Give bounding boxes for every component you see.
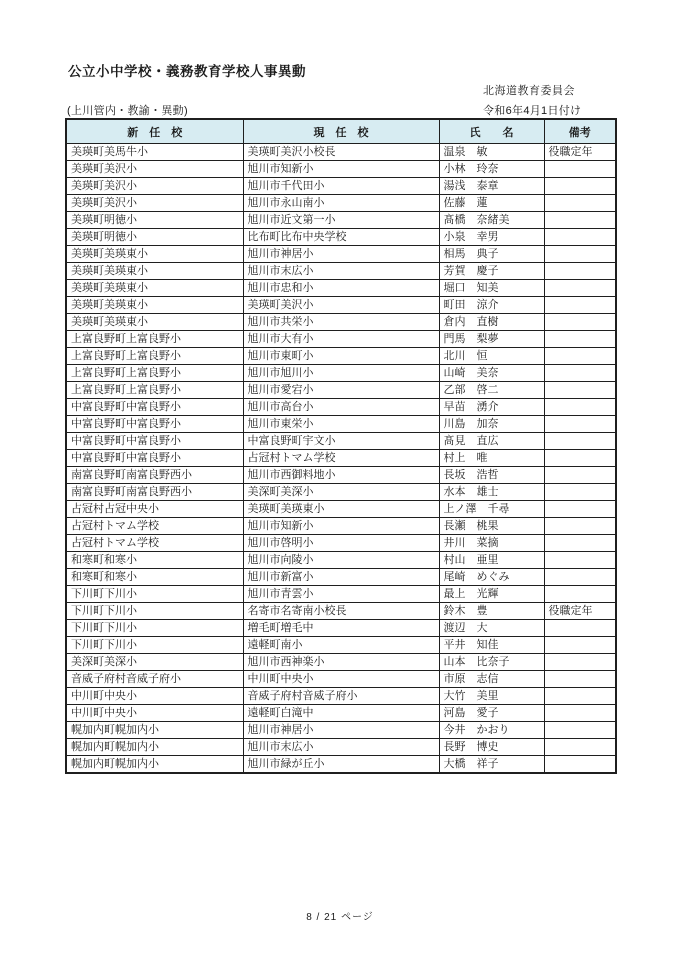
- name-cell: 川島 加奈: [439, 416, 544, 433]
- name-cell: 鈴木 豊: [439, 603, 544, 620]
- table-row: [66, 229, 616, 246]
- table-row: [66, 416, 616, 433]
- name-cell: 湯浅 泰章: [439, 178, 544, 195]
- remarks-cell: [544, 586, 616, 603]
- current-school-cell: 旭川市共栄小: [243, 314, 439, 331]
- current-school-cell: 旭川市神居小: [243, 246, 439, 263]
- remarks-cell: [544, 348, 616, 365]
- new-school-cell: 上富良野町上富良野小: [66, 365, 243, 382]
- table-row: [66, 246, 616, 263]
- current-school-cell: 旭川市東栄小: [243, 416, 439, 433]
- current-school-cell: 旭川市愛宕小: [243, 382, 439, 399]
- page-number: 8 / 21 ページ: [306, 912, 374, 923]
- page-title: 公立小中学校・義務教育学校人事異動: [68, 64, 306, 79]
- current-school-cell: 旭川市新富小: [243, 569, 439, 586]
- scope-note: (上川管内・教諭・異動): [67, 105, 188, 117]
- remarks-cell: [544, 501, 616, 518]
- table-row: [66, 756, 616, 774]
- name-cell: 門馬 梨夢: [439, 331, 544, 348]
- header-row: [66, 119, 616, 144]
- name-cell: 渡辺 大: [439, 620, 544, 637]
- table-row: [66, 297, 616, 314]
- new-school-cell: 和寒町和寒小: [66, 552, 243, 569]
- table-row: [66, 348, 616, 365]
- current-school-cell: 増毛町増毛中: [243, 620, 439, 637]
- remarks-cell: [544, 229, 616, 246]
- name-cell: 山崎 美奈: [439, 365, 544, 382]
- table-row: [66, 671, 616, 688]
- name-cell: 最上 光輝: [439, 586, 544, 603]
- current-school-cell: 旭川市東町小: [243, 348, 439, 365]
- name-cell: 上ノ澤 千尋: [439, 501, 544, 518]
- column-header-new-school: 新 任 校: [66, 119, 243, 144]
- table-row: [66, 518, 616, 535]
- column-header-current-school: 現 任 校: [243, 119, 439, 144]
- remarks-cell: [544, 518, 616, 535]
- name-cell: 町田 涼介: [439, 297, 544, 314]
- remarks-cell: [544, 654, 616, 671]
- table-row: [66, 620, 616, 637]
- name-cell: 河島 愛子: [439, 705, 544, 722]
- name-cell: 長瀬 桃果: [439, 518, 544, 535]
- remarks-cell: [544, 637, 616, 654]
- remarks-cell: [544, 484, 616, 501]
- name-cell: 村上 唯: [439, 450, 544, 467]
- remarks-cell: [544, 178, 616, 195]
- current-school-cell: 旭川市大有小: [243, 331, 439, 348]
- remarks-cell: [544, 467, 616, 484]
- new-school-cell: 上富良野町上富良野小: [66, 348, 243, 365]
- new-school-cell: 美瑛町美沢小: [66, 195, 243, 212]
- new-school-cell: 上富良野町上富良野小: [66, 331, 243, 348]
- new-school-cell: 中富良野町中富良野小: [66, 416, 243, 433]
- remarks-cell: [544, 331, 616, 348]
- table-row: [66, 569, 616, 586]
- current-school-cell: 比布町比布中央学校: [243, 229, 439, 246]
- name-cell: 水本 雄士: [439, 484, 544, 501]
- remarks-cell: [544, 705, 616, 722]
- table-row: [66, 144, 616, 161]
- current-school-cell: 旭川市末広小: [243, 263, 439, 280]
- remarks-cell: 役職定年: [544, 144, 616, 161]
- column-header-name: 氏 名: [439, 119, 544, 144]
- table-row: [66, 722, 616, 739]
- table-row: [66, 586, 616, 603]
- name-cell: 相馬 典子: [439, 246, 544, 263]
- new-school-cell: 中川町中央小: [66, 688, 243, 705]
- remarks-cell: [544, 161, 616, 178]
- name-cell: 北川 恒: [439, 348, 544, 365]
- name-cell: 山本 比奈子: [439, 654, 544, 671]
- current-school-cell: 旭川市忠和小: [243, 280, 439, 297]
- name-cell: 長坂 浩哲: [439, 467, 544, 484]
- table-row: [66, 433, 616, 450]
- remarks-cell: [544, 433, 616, 450]
- current-school-cell: 旭川市近文第一小: [243, 212, 439, 229]
- remarks-cell: [544, 297, 616, 314]
- new-school-cell: 美瑛町美馬牛小: [66, 144, 243, 161]
- current-school-cell: 旭川市知新小: [243, 161, 439, 178]
- remarks-cell: [544, 739, 616, 756]
- current-school-cell: 旭川市永山南小: [243, 195, 439, 212]
- table-header: [66, 119, 616, 144]
- remarks-cell: [544, 416, 616, 433]
- name-cell: 井川 菜摘: [439, 535, 544, 552]
- name-cell: 小林 玲奈: [439, 161, 544, 178]
- table-row: [66, 552, 616, 569]
- effective-date: 令和6年4月1日付け: [483, 105, 582, 117]
- remarks-cell: [544, 195, 616, 212]
- new-school-cell: 下川町下川小: [66, 586, 243, 603]
- column-header-remarks: 備考: [544, 119, 616, 144]
- remarks-cell: [544, 671, 616, 688]
- table-row: [66, 484, 616, 501]
- new-school-cell: 美瑛町美瑛東小: [66, 297, 243, 314]
- current-school-cell: 音威子府村音威子府小: [243, 688, 439, 705]
- new-school-cell: 美瑛町美沢小: [66, 161, 243, 178]
- remarks-cell: [544, 552, 616, 569]
- table-row: [66, 263, 616, 280]
- name-cell: 今井 かおり: [439, 722, 544, 739]
- remarks-cell: [544, 263, 616, 280]
- table-row: [66, 688, 616, 705]
- current-school-cell: 遠軽町南小: [243, 637, 439, 654]
- current-school-cell: 旭川市末広小: [243, 739, 439, 756]
- table-row: [66, 535, 616, 552]
- name-cell: 佐藤 蓮: [439, 195, 544, 212]
- table-row: [66, 331, 616, 348]
- name-cell: 村山 亜里: [439, 552, 544, 569]
- remarks-cell: [544, 399, 616, 416]
- name-cell: 大橋 祥子: [439, 756, 544, 774]
- new-school-cell: 下川町下川小: [66, 603, 243, 620]
- new-school-cell: 美瑛町美瑛東小: [66, 263, 243, 280]
- current-school-cell: 美深町美深小: [243, 484, 439, 501]
- personnel-table: [65, 118, 617, 774]
- current-school-cell: 旭川市知新小: [243, 518, 439, 535]
- name-cell: 乙部 啓二: [439, 382, 544, 399]
- name-cell: 温泉 敏: [439, 144, 544, 161]
- new-school-cell: 美深町美深小: [66, 654, 243, 671]
- current-school-cell: 美瑛町美沢小: [243, 297, 439, 314]
- remarks-cell: [544, 382, 616, 399]
- new-school-cell: 中富良野町中富良野小: [66, 433, 243, 450]
- current-school-cell: 旭川市緑が丘小: [243, 756, 439, 774]
- name-cell: 早苗 湧介: [439, 399, 544, 416]
- remarks-cell: [544, 756, 616, 774]
- name-cell: 平井 知佳: [439, 637, 544, 654]
- current-school-cell: 旭川市高台小: [243, 399, 439, 416]
- remarks-cell: 役職定年: [544, 603, 616, 620]
- name-cell: 倉内 直樹: [439, 314, 544, 331]
- current-school-cell: 美瑛町美沢小校長: [243, 144, 439, 161]
- table-row: [66, 161, 616, 178]
- table-row: [66, 212, 616, 229]
- new-school-cell: 美瑛町美沢小: [66, 178, 243, 195]
- current-school-cell: 旭川市旭川小: [243, 365, 439, 382]
- new-school-cell: 幌加内町幌加内小: [66, 756, 243, 774]
- new-school-cell: 幌加内町幌加内小: [66, 739, 243, 756]
- new-school-cell: 中川町中央小: [66, 705, 243, 722]
- new-school-cell: 美瑛町明徳小: [66, 212, 243, 229]
- table-row: [66, 178, 616, 195]
- new-school-cell: 上富良野町上富良野小: [66, 382, 243, 399]
- current-school-cell: 旭川市青雲小: [243, 586, 439, 603]
- new-school-cell: 占冠村トマム学校: [66, 535, 243, 552]
- new-school-cell: 和寒町和寒小: [66, 569, 243, 586]
- name-cell: 芳賀 慶子: [439, 263, 544, 280]
- remarks-cell: [544, 365, 616, 382]
- name-cell: 髙見 直広: [439, 433, 544, 450]
- table-row: [66, 739, 616, 756]
- current-school-cell: 旭川市向陵小: [243, 552, 439, 569]
- table-row: [66, 637, 616, 654]
- table-row: [66, 382, 616, 399]
- current-school-cell: 旭川市神居小: [243, 722, 439, 739]
- current-school-cell: 旭川市西御料地小: [243, 467, 439, 484]
- name-cell: 長野 博史: [439, 739, 544, 756]
- remarks-cell: [544, 535, 616, 552]
- remarks-cell: [544, 450, 616, 467]
- current-school-cell: 中川町中央小: [243, 671, 439, 688]
- new-school-cell: 中富良野町中富良野小: [66, 450, 243, 467]
- current-school-cell: 美瑛町美瑛東小: [243, 501, 439, 518]
- table-row: [66, 280, 616, 297]
- table-row: [66, 467, 616, 484]
- new-school-cell: 占冠村トマム学校: [66, 518, 243, 535]
- current-school-cell: 名寄市名寄南小校長: [243, 603, 439, 620]
- table-row: [66, 603, 616, 620]
- current-school-cell: 旭川市啓明小: [243, 535, 439, 552]
- remarks-cell: [544, 314, 616, 331]
- table-row: [66, 501, 616, 518]
- new-school-cell: 南富良野町南富良野西小: [66, 467, 243, 484]
- new-school-cell: 南富良野町南富良野西小: [66, 484, 243, 501]
- new-school-cell: 下川町下川小: [66, 620, 243, 637]
- remarks-cell: [544, 212, 616, 229]
- table-row: [66, 399, 616, 416]
- remarks-cell: [544, 569, 616, 586]
- remarks-cell: [544, 280, 616, 297]
- name-cell: 大竹 美里: [439, 688, 544, 705]
- remarks-cell: [544, 620, 616, 637]
- new-school-cell: 下川町下川小: [66, 637, 243, 654]
- remarks-cell: [544, 246, 616, 263]
- table-row: [66, 450, 616, 467]
- table-row: [66, 654, 616, 671]
- table-row: [66, 314, 616, 331]
- name-cell: 小泉 幸男: [439, 229, 544, 246]
- table-row: [66, 705, 616, 722]
- new-school-cell: 美瑛町美瑛東小: [66, 314, 243, 331]
- current-school-cell: 中富良野町宇文小: [243, 433, 439, 450]
- current-school-cell: 遠軽町白滝中: [243, 705, 439, 722]
- remarks-cell: [544, 722, 616, 739]
- new-school-cell: 美瑛町美瑛東小: [66, 280, 243, 297]
- table-body: [66, 144, 616, 774]
- table-row: [66, 195, 616, 212]
- remarks-cell: [544, 688, 616, 705]
- new-school-cell: 音威子府村音威子府小: [66, 671, 243, 688]
- new-school-cell: 幌加内町幌加内小: [66, 722, 243, 739]
- current-school-cell: 旭川市西神楽小: [243, 654, 439, 671]
- new-school-cell: 占冠村占冠中央小: [66, 501, 243, 518]
- name-cell: 髙橋 奈緒美: [439, 212, 544, 229]
- current-school-cell: 占冠村トマム学校: [243, 450, 439, 467]
- name-cell: 尾崎 めぐみ: [439, 569, 544, 586]
- current-school-cell: 旭川市千代田小: [243, 178, 439, 195]
- new-school-cell: 中富良野町中富良野小: [66, 399, 243, 416]
- name-cell: 市原 志信: [439, 671, 544, 688]
- organization-name: 北海道教育委員会: [483, 85, 575, 97]
- table-row: [66, 365, 616, 382]
- new-school-cell: 美瑛町明徳小: [66, 229, 243, 246]
- name-cell: 堀口 知美: [439, 280, 544, 297]
- new-school-cell: 美瑛町美瑛東小: [66, 246, 243, 263]
